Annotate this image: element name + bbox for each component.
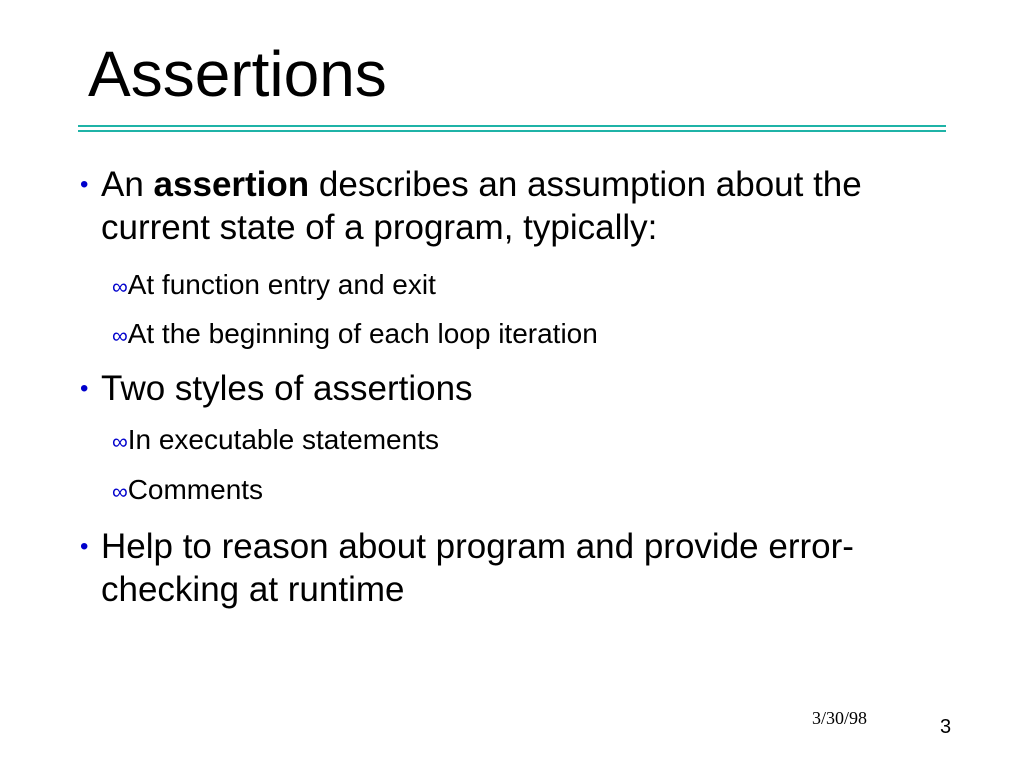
bullet-dot-icon: • [80, 533, 89, 560]
infinity-bullet-icon: ∞ [112, 323, 128, 348]
sub-bullet-executable-statements [112, 422, 932, 460]
bullet-term-bold: assertion [153, 165, 310, 204]
infinity-bullet-icon: ∞ [112, 274, 128, 299]
bullet-dot-icon: • [80, 171, 89, 198]
footer-date: 3/30/98 [812, 708, 868, 728]
bullet-text-prefix: An [101, 165, 154, 204]
bullet-text-suffix: describes an assumption about the current state of a program, typically: [101, 165, 862, 247]
sub-bullet-text: In executable statements [127, 424, 439, 455]
sub-bullet-text: Comments [127, 474, 264, 505]
bullet-text: Two styles of assertions [101, 369, 473, 408]
bullet-item-reasoning [80, 525, 940, 611]
bullet-dot-icon: • [80, 375, 89, 402]
bullet-text: Help to reason about program and provide error-checking at runtime [101, 527, 854, 609]
title-divider-bottom [78, 130, 946, 132]
slide-title: Assertions [88, 38, 387, 110]
bullet-item-two-styles [80, 367, 940, 410]
bullet-text [80, 163, 940, 249]
page-number: 3 [940, 716, 952, 738]
bullet-item-assertion-definition [80, 163, 940, 249]
infinity-bullet-icon: ∞ [112, 429, 128, 454]
sub-bullet-text: At the beginning of each loop iteration [127, 318, 598, 349]
title-divider-top [78, 125, 946, 127]
sub-bullet-comments [112, 472, 932, 510]
infinity-bullet-icon: ∞ [112, 479, 128, 504]
sub-bullet-loop-iteration [112, 316, 932, 354]
sub-bullet-text: At function entry and exit [127, 269, 436, 300]
sub-bullet-function-entry-exit [112, 267, 932, 305]
